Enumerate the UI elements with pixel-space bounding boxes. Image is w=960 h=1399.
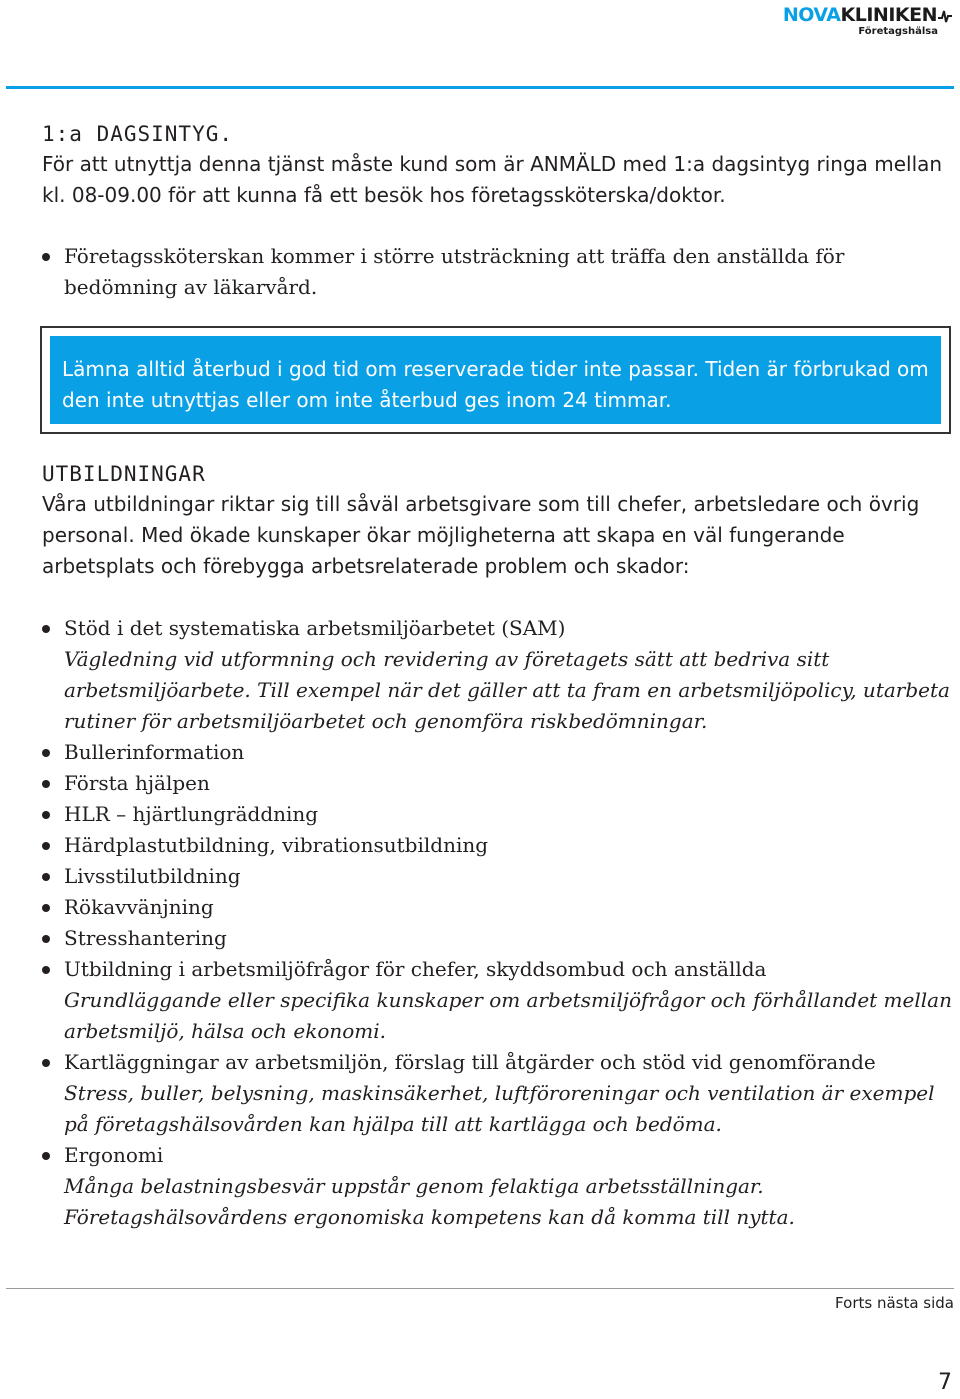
heartbeat-icon: [938, 8, 952, 24]
course-label: Härdplastutbildning, vibrationsutbildning: [64, 833, 489, 857]
logo-kliniken: KLINIKEN: [840, 4, 937, 26]
bullet-icon: [42, 811, 50, 819]
bullet-icon: [42, 935, 50, 943]
utbildningar-heading: UTBILDNINGAR: [42, 462, 206, 486]
bullet-icon: [42, 873, 50, 881]
course-label: HLR – hjärtlungräddning: [64, 802, 319, 826]
dagsintyg-bullet-list: [42, 241, 954, 303]
list-item: [42, 892, 954, 923]
list-item: [42, 830, 954, 861]
dagsintyg-heading: 1:a DAGSINTYG.: [42, 122, 234, 146]
footer-divider: [6, 1288, 954, 1289]
novakliniken-logo: [783, 4, 952, 38]
logo-tagline: Företagshälsa: [858, 26, 938, 37]
list-item: [42, 613, 954, 737]
bullet-icon: [42, 625, 50, 633]
course-label: Första hjälpen: [64, 771, 210, 795]
bullet-icon: [42, 966, 50, 974]
course-label: Utbildning i arbetsmiljöfrågor för chefer, skyddsombud och anställda: [64, 957, 767, 981]
page-number: 7: [938, 1370, 952, 1395]
course-description: Grundläggande eller specifika kunskaper om arbetsmiljöfrågor och förhållandet mellan arbetsmiljö, hälsa och ekonomi.: [64, 988, 952, 1043]
course-description: Stress, buller, belysning, maskinsäkerhet, luftföroreningar och ventilation är exempel på företagshälsovården kan hjälpa till att kartlägga och bedöma.: [64, 1081, 935, 1136]
bullet-icon: [42, 749, 50, 757]
bullet-icon: [42, 1152, 50, 1160]
header-divider: [6, 86, 954, 89]
list-item: [42, 1140, 954, 1233]
course-list: [42, 613, 954, 1233]
list-item: [42, 737, 954, 768]
course-label: Ergonomi: [64, 1143, 164, 1167]
utbildningar-intro: Våra utbildningar riktar sig till såväl arbetsgivare som till chefer, arbetsledare och övrig personal. Med ökade kunskaper ökar möjligheterna att skapa en väl fungerande arbetsplats och förebygga arbetsrelaterade problem och skador:: [42, 492, 920, 578]
course-label: Livsstilutbildning: [64, 864, 241, 888]
bullet-icon: [42, 1059, 50, 1067]
course-label: Kartläggningar av arbetsmiljön, förslag till åtgärder och stöd vid genomförande: [64, 1050, 876, 1074]
list-item: [42, 923, 954, 954]
list-item: [42, 768, 954, 799]
logo-nova: NOVA: [782, 4, 841, 26]
list-item: [42, 861, 954, 892]
list-item: [42, 1047, 954, 1140]
course-description: Vägledning vid utformning och revidering av företagets sätt att bedriva sitt arbetsmiljöarbete. Till exempel när det gäller att ta fram en arbetsmiljöpolicy, utarbeta rutiner för arbetsmiljöarbetet och genomföra riskbedömningar.: [64, 647, 950, 733]
logo-wordmark: [783, 4, 952, 26]
course-label: Stresshantering: [64, 926, 227, 950]
dagsintyg-bullet-text: Företagssköterskan kommer i större utsträckning att träffa den anställda för bedömning av läkarvård.: [64, 244, 845, 299]
course-label: Bullerinformation: [64, 740, 245, 764]
bullet-icon: [42, 780, 50, 788]
bullet-icon: [42, 253, 50, 261]
list-item: [42, 954, 954, 1047]
course-label: Rökavvänjning: [64, 895, 214, 919]
bullet-icon: [42, 842, 50, 850]
bullet-icon: [42, 904, 50, 912]
continue-label: Forts nästa sida: [835, 1294, 954, 1312]
notice-text: Lämna alltid återbud i god tid om reserverade tider inte passar. Tiden är förbrukad om den inte utnyttjas eller om inte återbud ges inom 24 timmar.: [50, 336, 941, 424]
notice-box: [40, 326, 951, 434]
list-item: [42, 241, 954, 303]
dagsintyg-text: För att utnyttja denna tjänst måste kund som är ANMÄLD med 1:a dagsintyg ringa mellan kl. 08-09.00 för att kunna få ett besök hos företagssköterska/doktor.: [42, 152, 943, 207]
course-description: Många belastningsbesvär uppstår genom felaktiga arbetsställningar. Företagshälsovårdens ergonomiska kompetens kan då komma till nytta.: [64, 1174, 795, 1229]
list-item: [42, 799, 954, 830]
course-label: Stöd i det systematiska arbetsmiljöarbetet (SAM): [64, 616, 566, 640]
